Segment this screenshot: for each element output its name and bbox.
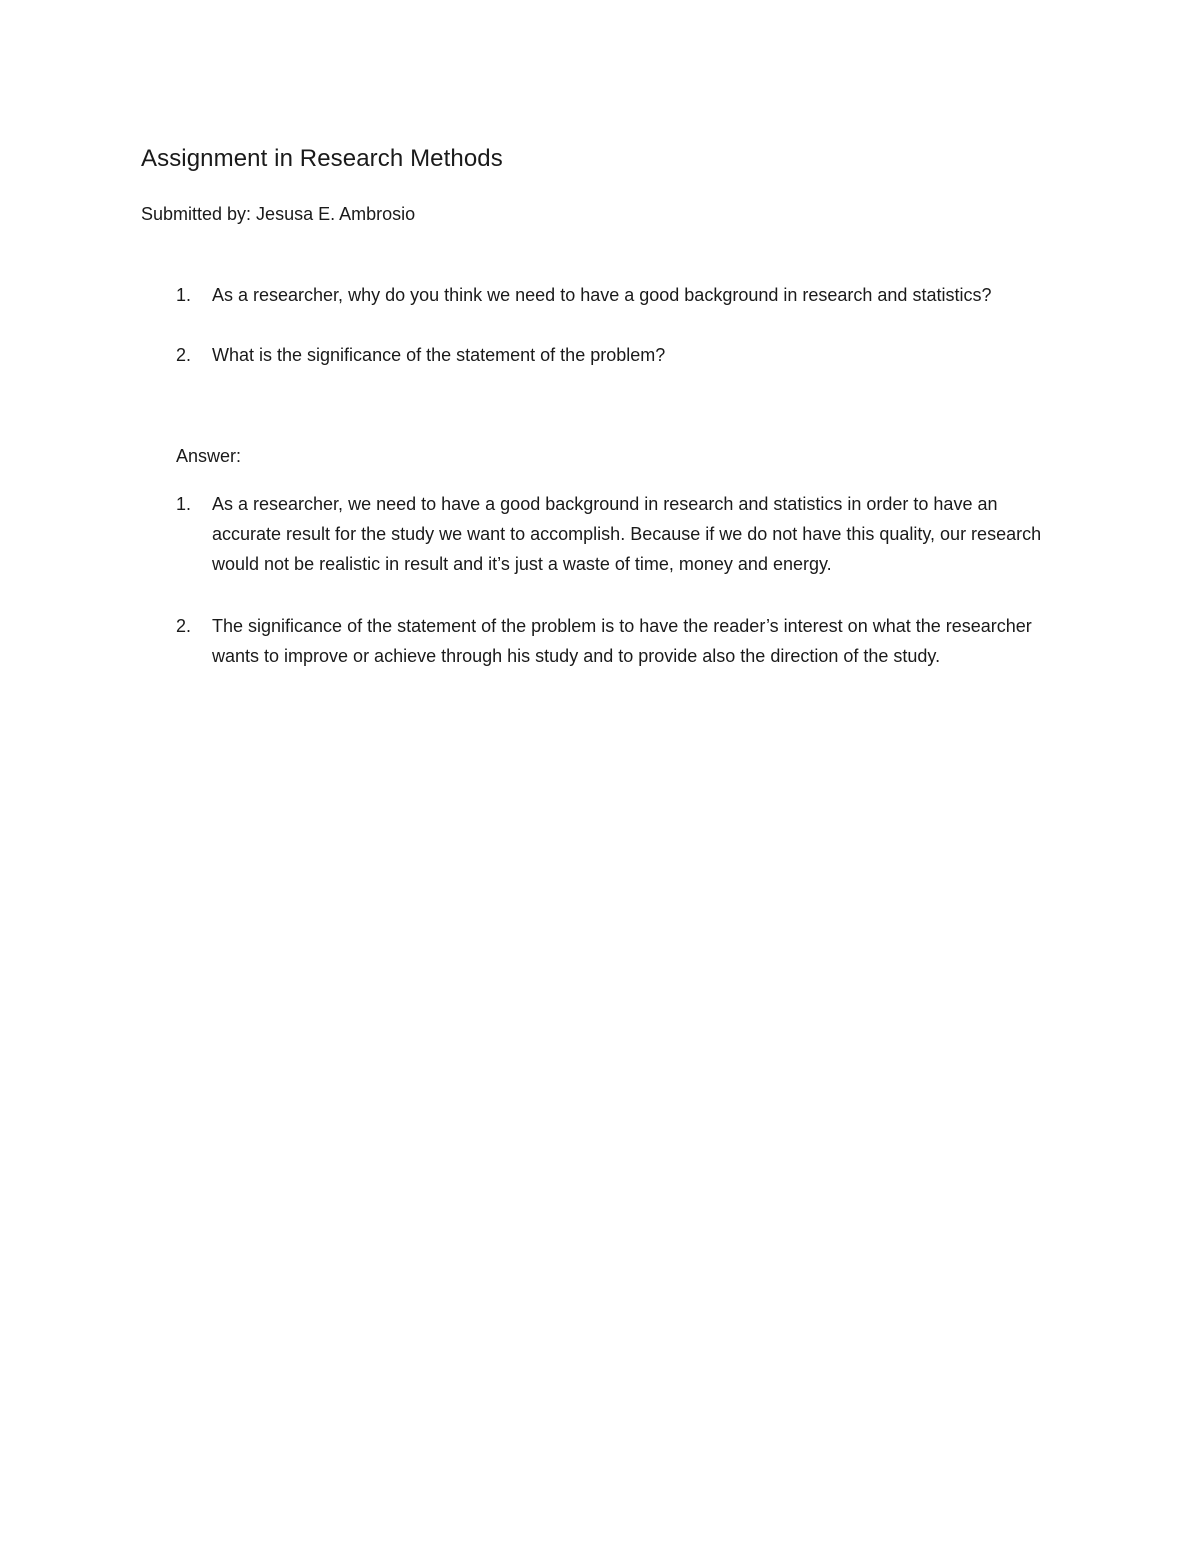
submitted-by: Submitted by: Jesusa E. Ambrosio — [141, 204, 416, 224]
question-number: 1. — [176, 285, 192, 305]
answer-number: 2. — [176, 616, 192, 636]
question-text: What is the significance of the statement of the problem? — [212, 345, 666, 365]
question-text: As a researcher, why do you think we need to have a good background in research and statistics? — [212, 285, 992, 305]
answer-text: The significance of the statement of the problem is to have the reader’s interest on what the researcher wants to improve or achieve through his study and to provide also the direction of the study. — [212, 616, 1032, 666]
answer-item — [176, 611, 1056, 671]
document-title: Assignment in Research Methods — [141, 145, 503, 172]
question-list — [176, 280, 1076, 310]
answer-text: As a researcher, we need to have a good background in research and statistics in order to have an accurate result for the study we want to accomplish. Because if we do not have this quality, our research would not be realistic in result and it’s just a waste of time, money and energy. — [212, 494, 1042, 574]
answer-list — [176, 489, 1056, 579]
question-item — [176, 280, 1076, 310]
question-list — [176, 340, 1076, 370]
question-number: 2. — [176, 345, 192, 365]
answer-heading: Answer: — [176, 446, 242, 466]
answer-item — [176, 489, 1056, 579]
answer-list — [176, 611, 1056, 671]
answer-number: 1. — [176, 494, 192, 514]
question-item — [176, 340, 1076, 370]
